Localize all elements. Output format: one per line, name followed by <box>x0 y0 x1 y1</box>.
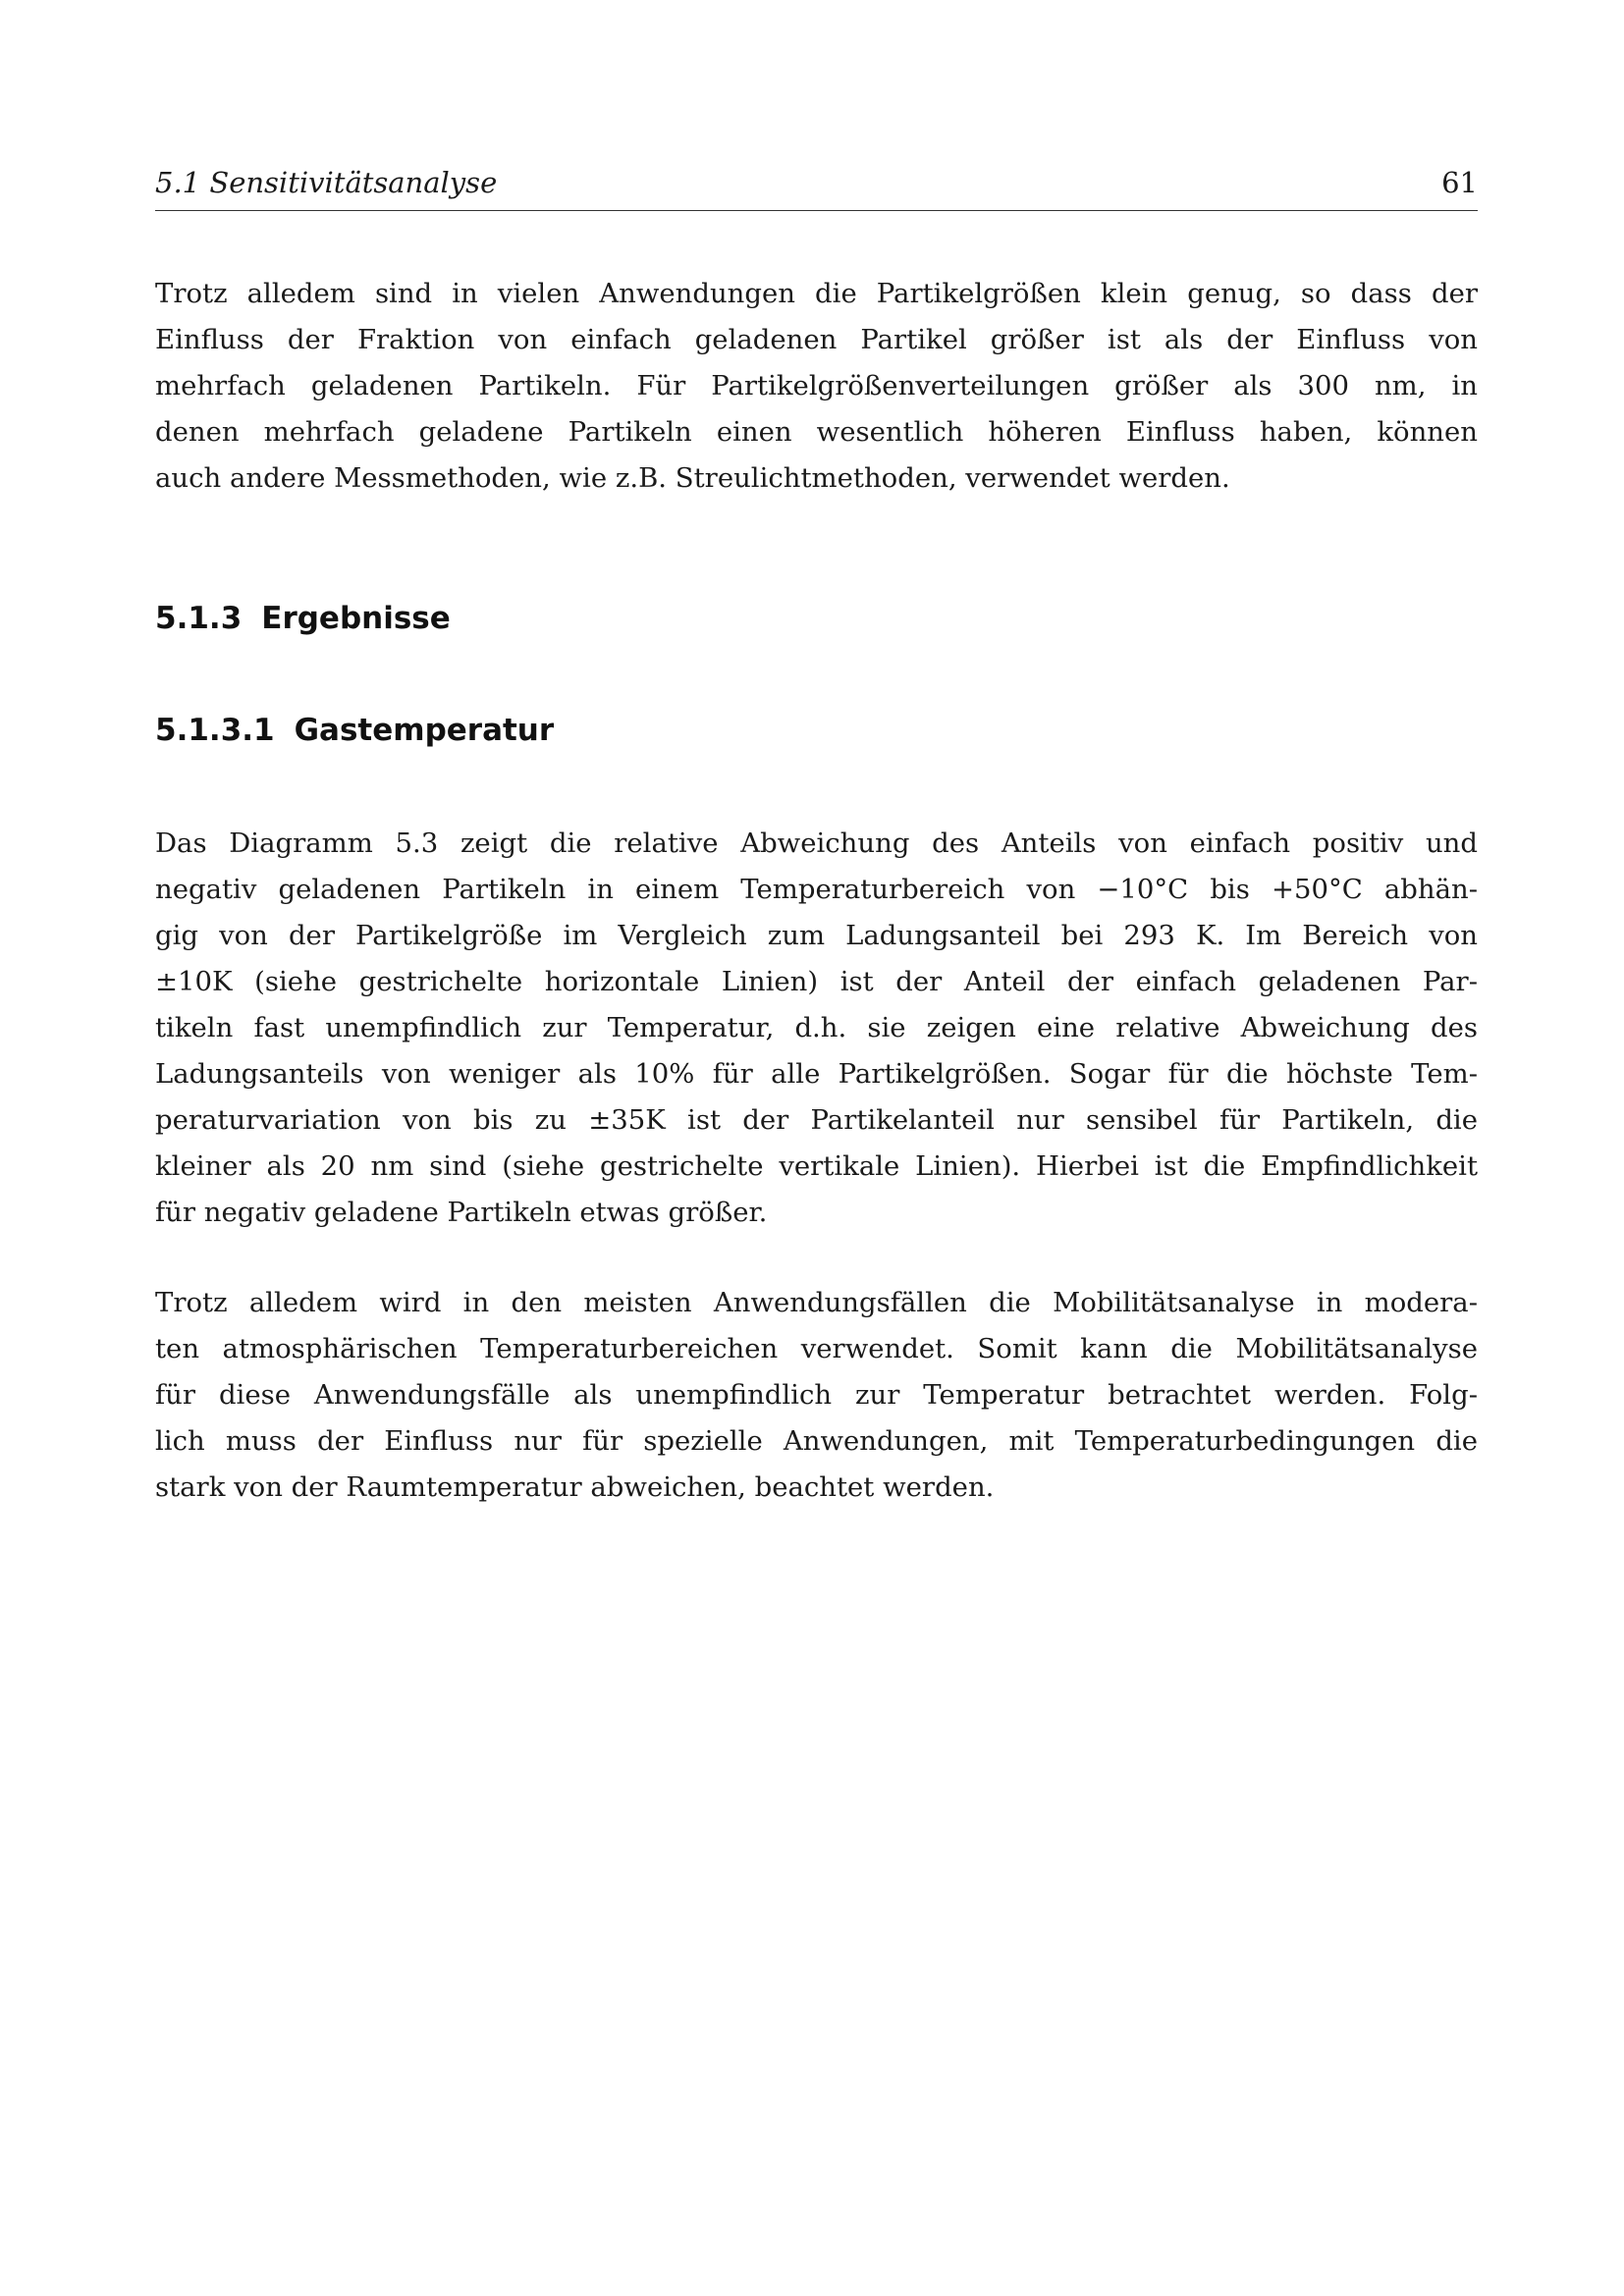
section-heading <box>155 599 451 638</box>
subsection-number: 5.1.3.1 <box>155 713 275 748</box>
paragraph-line: ten atmosphärischen Temperaturbereichen verwendet. Somit kann die Mobilitätsanalyse <box>155 1333 1478 1364</box>
paragraph-line: Einfluss der Fraktion von einfach geladenen Partikel größer ist als der Einfluss von <box>155 324 1478 355</box>
paragraph-line: für negativ geladene Partikeln etwas größer. <box>155 1197 768 1228</box>
paragraph-3 <box>155 1280 1478 1511</box>
paragraph-2 <box>155 821 1478 1236</box>
subsection-title: Gastemperatur <box>294 713 555 748</box>
paragraph-line: negativ geladenen Partikeln in einem Temperaturbereich von −10°C bis +50°C abhän- <box>155 874 1478 905</box>
running-header <box>155 163 1478 211</box>
paragraph-line: peraturvariation von bis zu ±35K ist der Partikelanteil nur sensibel für Partikeln, die <box>155 1104 1478 1136</box>
paragraph-line: tikeln fast unempfindlich zur Temperatur, d.h. sie zeigen eine relative Abweichung des <box>155 1012 1478 1043</box>
section-number: 5.1.3 <box>155 601 243 636</box>
header-section-title: 5.1 Sensitivitätsanalyse <box>155 166 498 199</box>
paragraph-line: denen mehrfach geladene Partikeln einen wesentlich höheren Einfluss haben, können <box>155 416 1478 448</box>
paragraph-line: gig von der Partikelgröße im Vergleich zum Ladungsanteil bei 293 K. Im Bereich von <box>155 920 1478 951</box>
paragraph-line: für diese Anwendungsfälle als unempfindlich zur Temperatur betrachtet werden. Folg- <box>155 1379 1478 1411</box>
paragraph-line: kleiner als 20 nm sind (siehe gestrichelte vertikale Linien). Hierbei ist die Empfindlichkeit <box>155 1150 1478 1182</box>
paragraph-line: stark von der Raumtemperatur abweichen, beachtet werden. <box>155 1471 995 1503</box>
paragraph-line: ±10K (siehe gestrichelte horizontale Linien) ist der Anteil der einfach geladenen Par- <box>155 966 1478 997</box>
paragraph-line: Ladungsanteils von weniger als 10% für alle Partikelgrößen. Sogar für die höchste Tem- <box>155 1058 1478 1090</box>
paragraph-line: lich muss der Einfluss nur für spezielle Anwendungen, mit Temperaturbedingungen die <box>155 1425 1478 1457</box>
paragraph-line: mehrfach geladenen Partikeln. Für Partikelgrößenverteilungen größer als 300 nm, in <box>155 370 1478 401</box>
section-title: Ergebnisse <box>261 601 451 636</box>
paragraph-line: auch andere Messmethoden, wie z.B. Streulichtmethoden, verwendet werden. <box>155 462 1230 494</box>
paragraph-line: Trotz alledem wird in den meisten Anwendungsfällen die Mobilitätsanalyse in modera- <box>155 1287 1478 1318</box>
paragraph-1 <box>155 271 1478 502</box>
paragraph-line: Trotz alledem sind in vielen Anwendungen die Partikelgrößen klein genug, so dass der <box>155 278 1478 309</box>
page-number: 61 <box>1441 166 1478 199</box>
paragraph-line: Das Diagramm 5.3 zeigt die relative Abweichung des Anteils von einfach positiv und <box>155 828 1478 859</box>
subsection-heading <box>155 711 554 750</box>
